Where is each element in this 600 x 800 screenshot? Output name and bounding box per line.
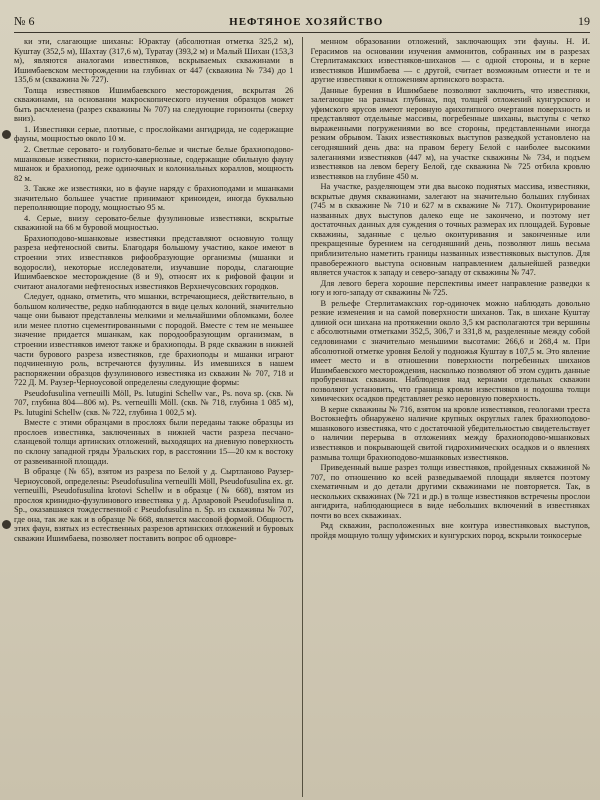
paragraph: Pseudofusulina verneuilli Möll, Ps. lutugini Schellw var., Ps. nova sp. (скв. № 707, глубина 804—806 м). Ps. verneuilli Möll. (скв. № 718, глубина 1 085 м), Ps. lutugini Schellw (скв. № 722, глубина 1 002,5 м). (14, 388, 294, 417)
paragraph: менном образовании отложений, заключающих эти фауны. Н. И. Герасимов на основании изучения аммонитов, собранных им в разрезах Стерлитамакских известняков-шиханов — с одной стороны, и в керне известняков Ишимбаева — с другой, считает возможным отнести и те и другие известняки к отложениям артинского возраста. (310, 37, 590, 85)
right-column (311, 37, 591, 797)
binding-hole (2, 130, 11, 139)
paragraph: В керне скважины № 716, взятом на кровле известняков, геологами треста Востокнефть обнаружено наличие крупных округлых галек брахиоподово-мшанкового известняка, что с достаточной убедительностью свидетельствует о наличии перерыва в отложениях между брахиоподово-мшанковых известняков и покрывающей свитой гидрохимических осадков и о явлениях размыва толщи брахиоподово-мшанковых известняков. (310, 404, 590, 462)
page-header (14, 14, 590, 33)
text-columns (14, 37, 590, 797)
paragraph: 4. Серые, внизу серовато-белые фузулиновые известняки, вскрытые скважиной на 66 м буровой мощностью. (14, 213, 294, 233)
paragraph: Следует, однако, отметить, что мшанки, встречающиеся, действительно, в большом количестве, редко наблюдаются в виде целых колоний, значительно чаще они бывают представлены мелкими и мельчайшими обломками, более или менее плотно сцементированными с породой. Вместе с тем не меньшее значение придается мшанкам, как породообразующим организмам, в строении известняков имеют также и брахиоподы. В ряде скважин в нижней части бурового разреза известняков, где брахиоподы и мшанки играют подчиненную роль, встречаются фузулины. Из имевшихся в нашем распоряжении образцов фузулинового известняка из скважин № 707, 718 и 722 Д. М. Раузер-Черноусовой определены следующие формы: (14, 292, 294, 388)
column-divider (302, 37, 303, 797)
paragraph: 1. Известняки серые, плотные, с прослойками ангидрида, не содержащие фауны, мощностью около 10 м. (14, 124, 294, 144)
paragraph: ки эти, слагающие шиханы: Юрактау (абсолютная отметка 325,2 м), Куштау (352,5 м), Шахтау (317,6 м), Туратау (393,2 м) и Малый Шихан (153,3 м), являются аналогами известняков, вскрываемых скважинами в Ишимбаевском месторождении на глубинах от 447 (скважина № 734) до 1 135,6 м (скважина № 727). (14, 37, 294, 85)
paragraph: Приведенный выше разрез толщи известняков, пройденных скважиной № 707, по отношению ко всей разведываемой площади является поэтому схематичным и до детали другими скважинами не повторяется. Так, в нескольких скважинах (№ 721 и др.) в толще известняков встречены прослои ангидрита, наблюдающиеся в виде небольших включений в известняках почти во всех скважинах. (310, 463, 590, 520)
paragraph: Толща известняков Ишимбаевского месторождения, вскрытая 26 скважинами, на основании макроскопического изучения образцов может быть расчленена (разрез скважины № 707) на следующие горизонты (сверху вниз). (14, 85, 294, 124)
paragraph: Данные бурения в Ишимбаеве позволяют заключить, что известняки, залегающие на разных глубинах, под толщей отложений кунгурского и уфимского ярусов имеют неровную арихотипного очертания поверхность и представляют отдельные массивы, погребенные шиханы, выступы с четко выраженными погружениями во все стороны, представленными иногда резким обрывом. Таких известняковых выступов разведкой установлено на сегодняшний день два: на правом берегу Белой с наиболее высокими залеганиями известняков (447 м), на участке скважины № 734, и подъем известняков на левом берегу Белой, где скважина № 725 отбила кровлю известняков на глубине 450 м. (310, 85, 590, 181)
issue-number: № 6 (14, 14, 35, 28)
paragraph: Для левого берега хорошие перспективы имеет направление разведки к югу и юго-западу от скважины № 725. (310, 278, 590, 298)
paragraph: 3. Также же известняки, но в фауне наряду с брахиоподами и мшанками значительно большее участие принимают криноидеи, иногда буквально переполняющие породу, мощностью 95 м. (14, 184, 294, 213)
paragraph: Брахиоподово-мшанковые известняки представляют основную толщу разреза нефтеносной свиты. Благодаря большому участию, какое имеют в строении этих известняков рифообразующие организмы (мшанки и водоросли), некоторые исследователи, изучавшие породы, слагающие Ишимбаевское месторождение (8 и 9), относят их к рифовой фации и считают аналогами нефтеносных известняков Верхнечусовских городков. (14, 233, 294, 291)
paragraph: В образце (№ 65), взятом из разреза по Белой у д. Сыртланово Раузер-Черноусовой, определены: Pseudofusulina verneuilli Möll, Pseudofusulina ex. gr. verneuilli, Pseudofusulina krotovi Schellw и в образце (№ 668), взятом из прослоя кринидно-фузулинового известняка у д. Арларовой Pseudofusulina n. Sp., оказавшаяся тождественной с Pseudofusulina n. Sp. из скважины № 707, где она, так же как и в образце № 668, является массовой формой. Общность этих фаун, взятых из естественных разрезов артинских отложений и буровых скважин Ишимбаева, позволяет поставить вопрос об одновре- (14, 467, 294, 543)
paragraph: Ряд скважин, расположенных вне контура известняковых выступов, пройдя мощную толщу уфимских и кунгурских пород, вскрыли тонкосерые (310, 521, 590, 540)
binding-hole (2, 520, 11, 529)
paragraph: На участке, разделяющем эти два высоко поднятых массива, известняки, вскрытые двумя скважинами, залегают на значительно больших глубинах (745 м в скважине № 710 и 627 м в скважине № 717). Оконтурирование названных двух выступов далеко еще не закончено, и поэтому нет достаточных данных для суждения о точных размерах их площадей. Буровые скважины, заданные с целью оконтуривания и законченные или прекращенные бурением на сегодняшний день, позволяют лишь весьма приблизительно наметить границы названных известняковых выступов. Для правобережного выступа основным направлением дальнейшей разведки является участок к западу и северо-западу от скважины № 747. (310, 182, 590, 278)
paragraph: В рельефе Стерлитамакских гор-одиночек можно наблюдать довольно резкие изменения и на самой поверхности шиханов. Так, в шихане Куштау длиной оси шихана на протяжении около 3,5 км располагаются три вершины с абсолютными отметками 352,5, 306,7 и 331,8 м, разделенные между собой седловинами с значительно меньшими высотами: 266,6 и 268,4 м. При абсолютной отметке уровня Белой у подножья Куштау в 107,5 м. Это явление имеет место и в отношении поверхности погребенных шиханов Ишимбаевского месторождения, насколько позволяют об этом судить данные пробуренных скважин. Наблюдения над кернами отдельных скважин позволяют установить, что граница кровли известняков и подошва толщи химических осадков представляет резко неровную поверхность. (310, 298, 590, 404)
left-column (14, 37, 294, 797)
paragraph: 2. Светлые серовато- и голубовато-белые и чистые белые брахиоподово-мшанковые известняки, пористо-кавернозные, содержащие обильную фауну мшанок и брахиопод, реже одиночных и колониальных кораллов, мощность 82 м. (14, 145, 294, 183)
journal-title: НЕФТЯНОЕ ХОЗЯЙСТВО (229, 16, 384, 28)
page-number: 19 (578, 14, 590, 28)
paragraph: Вместе с этими образцами в прослоях были переданы также образцы из прослоев известняка, заключенных в нижней части разреза песчано-сланцевой толщи артинских отложений, выходящих на дневную поверхность по склону западной гряды Уральских гор, в расстоянии 15—20 км к востоку от развеиванной площади. (14, 418, 294, 466)
